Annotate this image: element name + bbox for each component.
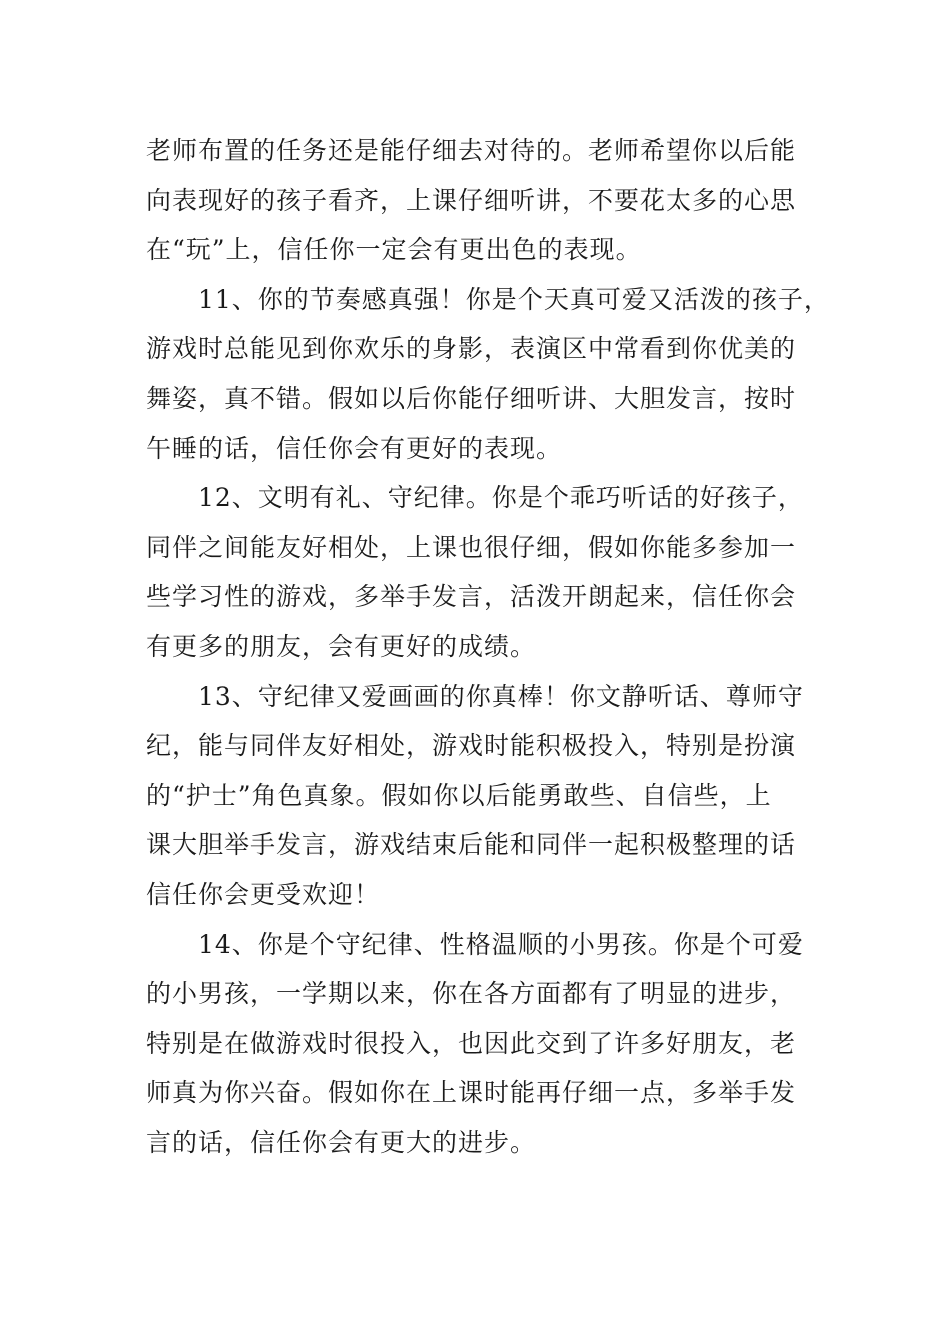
text-line: 舞姿，真不错。假如以后你能仔细听讲、大胆发言，按时 [146, 383, 797, 413]
text-line: 信任你会更受欢迎！ [146, 879, 381, 909]
text-line: 有更多的朋友，会有更好的成绩。 [146, 631, 537, 661]
paragraph-14-first-line: 14、你是个守纪律、性格温顺的小男孩。你是个可爱 [198, 929, 804, 959]
text-line: 的小男孩，一学期以来，你在各方面都有了明显的进步， [146, 979, 797, 1009]
text-line: 纪，能与同伴友好相处，游戏时能积极投入，特别是扮演 [146, 731, 797, 761]
text-line: 老师布置的任务还是能仔细去对待的。老师希望你以后能 [146, 136, 797, 165]
text-line: 课大胆举手发言，游戏结束后能和同伴一起积极整理的话 [146, 830, 797, 860]
text-line: 向表现好的孩子看齐，上课仔细听讲，不要花太多的心思 [146, 185, 797, 215]
paragraph-11-first-line: 11、你的节奏感真强！你是个天真可爱又活泼的孩子， [198, 284, 830, 314]
paragraph-13-first-line: 13、守纪律又爱画画的你真棒！你文静听话、尊师守 [198, 681, 804, 711]
paragraph-12-first-line: 12、文明有礼、守纪律。你是个乖巧听话的好孩子， [198, 483, 804, 513]
text-line: 特别是在做游戏时很投入，也因此交到了许多好朋友，老 [146, 1028, 797, 1058]
text-line: 游戏时总能见到你欢乐的身影，表演区中常看到你优美的 [146, 334, 797, 364]
text-line: 午睡的话，信任你会有更好的表现。 [146, 433, 563, 463]
text-line: 师真为你兴奋。假如你在上课时能再仔细一点，多举手发 [146, 1078, 797, 1108]
text-line: 同伴之间能友好相处，上课也很仔细，假如你能多参加一 [146, 532, 797, 562]
text-line: 些学习性的游戏，多举手发言，活泼开朗起来，信任你会 [146, 582, 797, 612]
text-line: 的“护士”角色真象。假如你以后能勇敢些、自信些，上 [146, 780, 772, 810]
text-line: 在“玩”上，信任你一定会有更出色的表现。 [146, 235, 642, 265]
text-line: 言的话，信任你会有更大的进步。 [146, 1127, 537, 1157]
document-body [146, 126, 830, 1167]
